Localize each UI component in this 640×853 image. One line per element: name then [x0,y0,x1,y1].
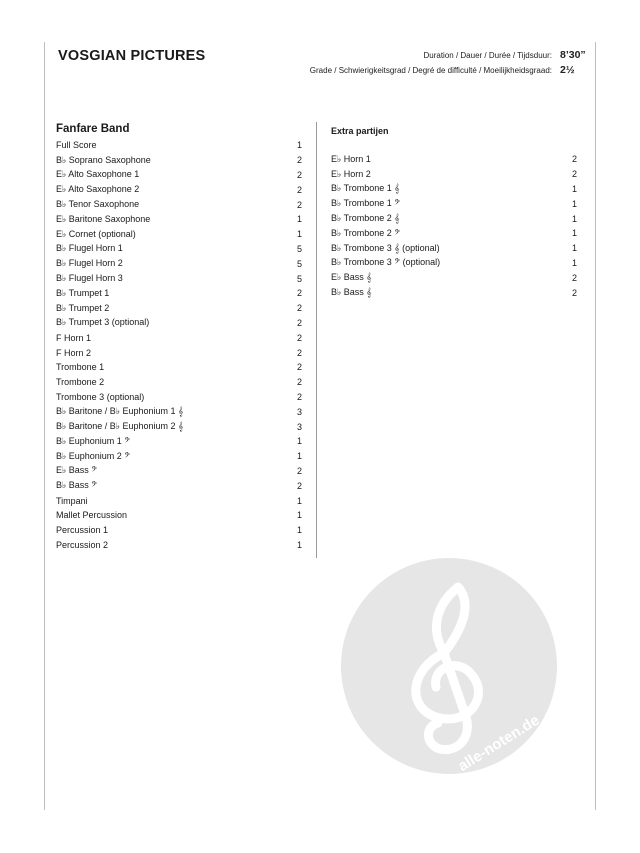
part-name: E♭ Bass 𝄢 [56,465,98,476]
list-item [56,464,302,479]
part-name: B♭ Soprano Saxophone [56,154,151,165]
part-name: B♭ Trombone 2 𝄢 [331,227,401,238]
part-name: B♭ Trombone 2 𝄞 [331,213,400,224]
list-item [56,316,302,331]
list-item [56,242,302,257]
left-margin-rule [44,42,45,810]
list-item [56,523,302,538]
list-item [56,434,302,449]
list-item [56,256,302,271]
part-name: B♭ Euphonium 2 𝄢 [56,450,131,461]
list-item [56,345,302,360]
part-quantity: 2 [296,391,302,402]
part-quantity: 2 [296,362,302,373]
part-quantity: 2 [571,287,577,298]
part-quantity: 1 [296,229,302,240]
list-item [56,227,302,242]
list-item [331,182,577,197]
part-name: E♭ Cornet (optional) [56,228,136,239]
part-quantity: 1 [296,140,302,151]
list-item [56,330,302,345]
part-name: F Horn 2 [56,347,92,358]
list-item [56,538,302,553]
grade-label: Grade / Schwierigkeitsgrad / Degré de difficulté / Moeilijkheidsgraad: [309,66,552,75]
part-name: B♭ Flugel Horn 1 [56,243,123,254]
watermark [340,557,558,775]
part-name: B♭ Bass 𝄞 [331,287,372,298]
part-quantity: 1 [571,243,577,254]
part-quantity: 2 [296,169,302,180]
part-name: B♭ Trombone 3 𝄢 (optional) [331,257,441,268]
list-item [331,285,577,300]
part-name: B♭ Flugel Horn 2 [56,258,123,269]
part-name: B♭ Euphonium 1 𝄢 [56,435,131,446]
list-item [331,152,577,167]
part-name: E♭ Alto Saxophone 1 [56,169,140,180]
list-item [56,390,302,405]
part-quantity: 1 [571,183,577,194]
list-item [56,449,302,464]
fanfare-band-heading: Fanfare Band [56,123,130,135]
part-name: B♭ Trombone 1 𝄞 [331,183,400,194]
extra-parts-heading: Extra partijen [331,126,389,136]
column-divider [316,122,317,558]
part-quantity: 1 [571,213,577,224]
list-item [56,301,302,316]
part-quantity: 1 [296,436,302,447]
list-item [331,226,577,241]
part-name: Trombone 3 (optional) [56,391,145,402]
part-quantity: 2 [296,332,302,343]
duration-line [423,49,588,61]
list-item [56,138,302,153]
part-name: E♭ Alto Saxophone 2 [56,184,140,195]
part-quantity: 2 [296,288,302,299]
duration-label: Duration / Dauer / Durée / Tijdsduur: [423,51,552,60]
part-name: B♭ Trumpet 1 [56,287,110,298]
part-quantity: 3 [296,421,302,432]
part-name: B♭ Bass 𝄢 [56,480,98,491]
part-quantity: 1 [296,451,302,462]
part-quantity: 2 [296,303,302,314]
right-margin-rule [595,42,596,810]
list-item [56,493,302,508]
list-item [56,360,302,375]
part-name: E♭ Horn 1 [331,153,371,164]
part-quantity: 1 [296,510,302,521]
part-quantity: 5 [296,273,302,284]
list-item [331,270,577,285]
extra-parts-list [331,152,577,300]
watermark-text: alle-noten.de [455,711,543,775]
part-name: Timpani [56,495,88,506]
list-item [56,286,302,301]
part-quantity: 1 [296,214,302,225]
part-name: B♭ Baritone / B♭ Euphonium 1 𝄞 [56,406,184,417]
part-name: B♭ Trumpet 3 (optional) [56,317,150,328]
duration-value: 8’30” [560,49,586,61]
part-quantity: 2 [296,465,302,476]
list-item [56,404,302,419]
part-quantity: 1 [571,228,577,239]
grade-line [310,64,588,76]
part-quantity: 2 [296,480,302,491]
part-name: Mallet Percussion [56,510,128,521]
list-item [56,182,302,197]
part-name: B♭ Tenor Saxophone [56,199,140,210]
list-item [331,241,577,256]
treble-clef-watermark-icon [340,557,558,775]
list-item [56,375,302,390]
part-name: Trombone 2 [56,377,105,388]
grade-value: 2½ [560,64,575,76]
list-item [56,271,302,286]
part-quantity: 2 [296,199,302,210]
part-quantity: 1 [296,495,302,506]
list-item [56,168,302,183]
part-quantity: 1 [571,198,577,209]
part-name: E♭ Horn 2 [331,168,371,179]
part-name: B♭ Baritone / B♭ Euphonium 2 𝄞 [56,421,184,432]
part-name: B♭ Flugel Horn 3 [56,273,123,284]
list-item [56,478,302,493]
part-quantity: 2 [296,377,302,388]
part-quantity: 3 [296,406,302,417]
part-quantity: 2 [296,347,302,358]
list-item [56,419,302,434]
page-title: VOSGIAN PICTURES [58,48,206,64]
part-quantity: 2 [296,317,302,328]
part-quantity: 1 [296,525,302,536]
list-item [331,256,577,271]
part-name: Trombone 1 [56,362,105,373]
part-name: B♭ Trombone 1 𝄢 [331,198,401,209]
part-name: E♭ Baritone Saxophone [56,213,151,224]
part-name: B♭ Trumpet 2 [56,302,110,313]
part-name: E♭ Bass 𝄞 [331,272,372,283]
list-item [56,508,302,523]
part-quantity: 5 [296,258,302,269]
list-item [331,167,577,182]
list-item [56,153,302,168]
part-quantity: 5 [296,243,302,254]
part-name: Percussion 1 [56,525,109,536]
part-quantity: 2 [571,169,577,180]
part-quantity: 2 [296,155,302,166]
part-name: Percussion 2 [56,539,109,550]
list-item [56,197,302,212]
part-quantity: 2 [296,184,302,195]
part-quantity: 1 [571,257,577,268]
part-quantity: 2 [571,154,577,165]
list-item [56,212,302,227]
fanfare-parts-list [56,138,302,552]
part-name: F Horn 1 [56,332,92,343]
list-item [331,196,577,211]
part-quantity: 1 [296,539,302,550]
part-name: Full Score [56,140,97,151]
part-quantity: 2 [571,272,577,283]
list-item [331,211,577,226]
part-name: B♭ Trombone 3 𝄞 (optional) [331,242,440,253]
